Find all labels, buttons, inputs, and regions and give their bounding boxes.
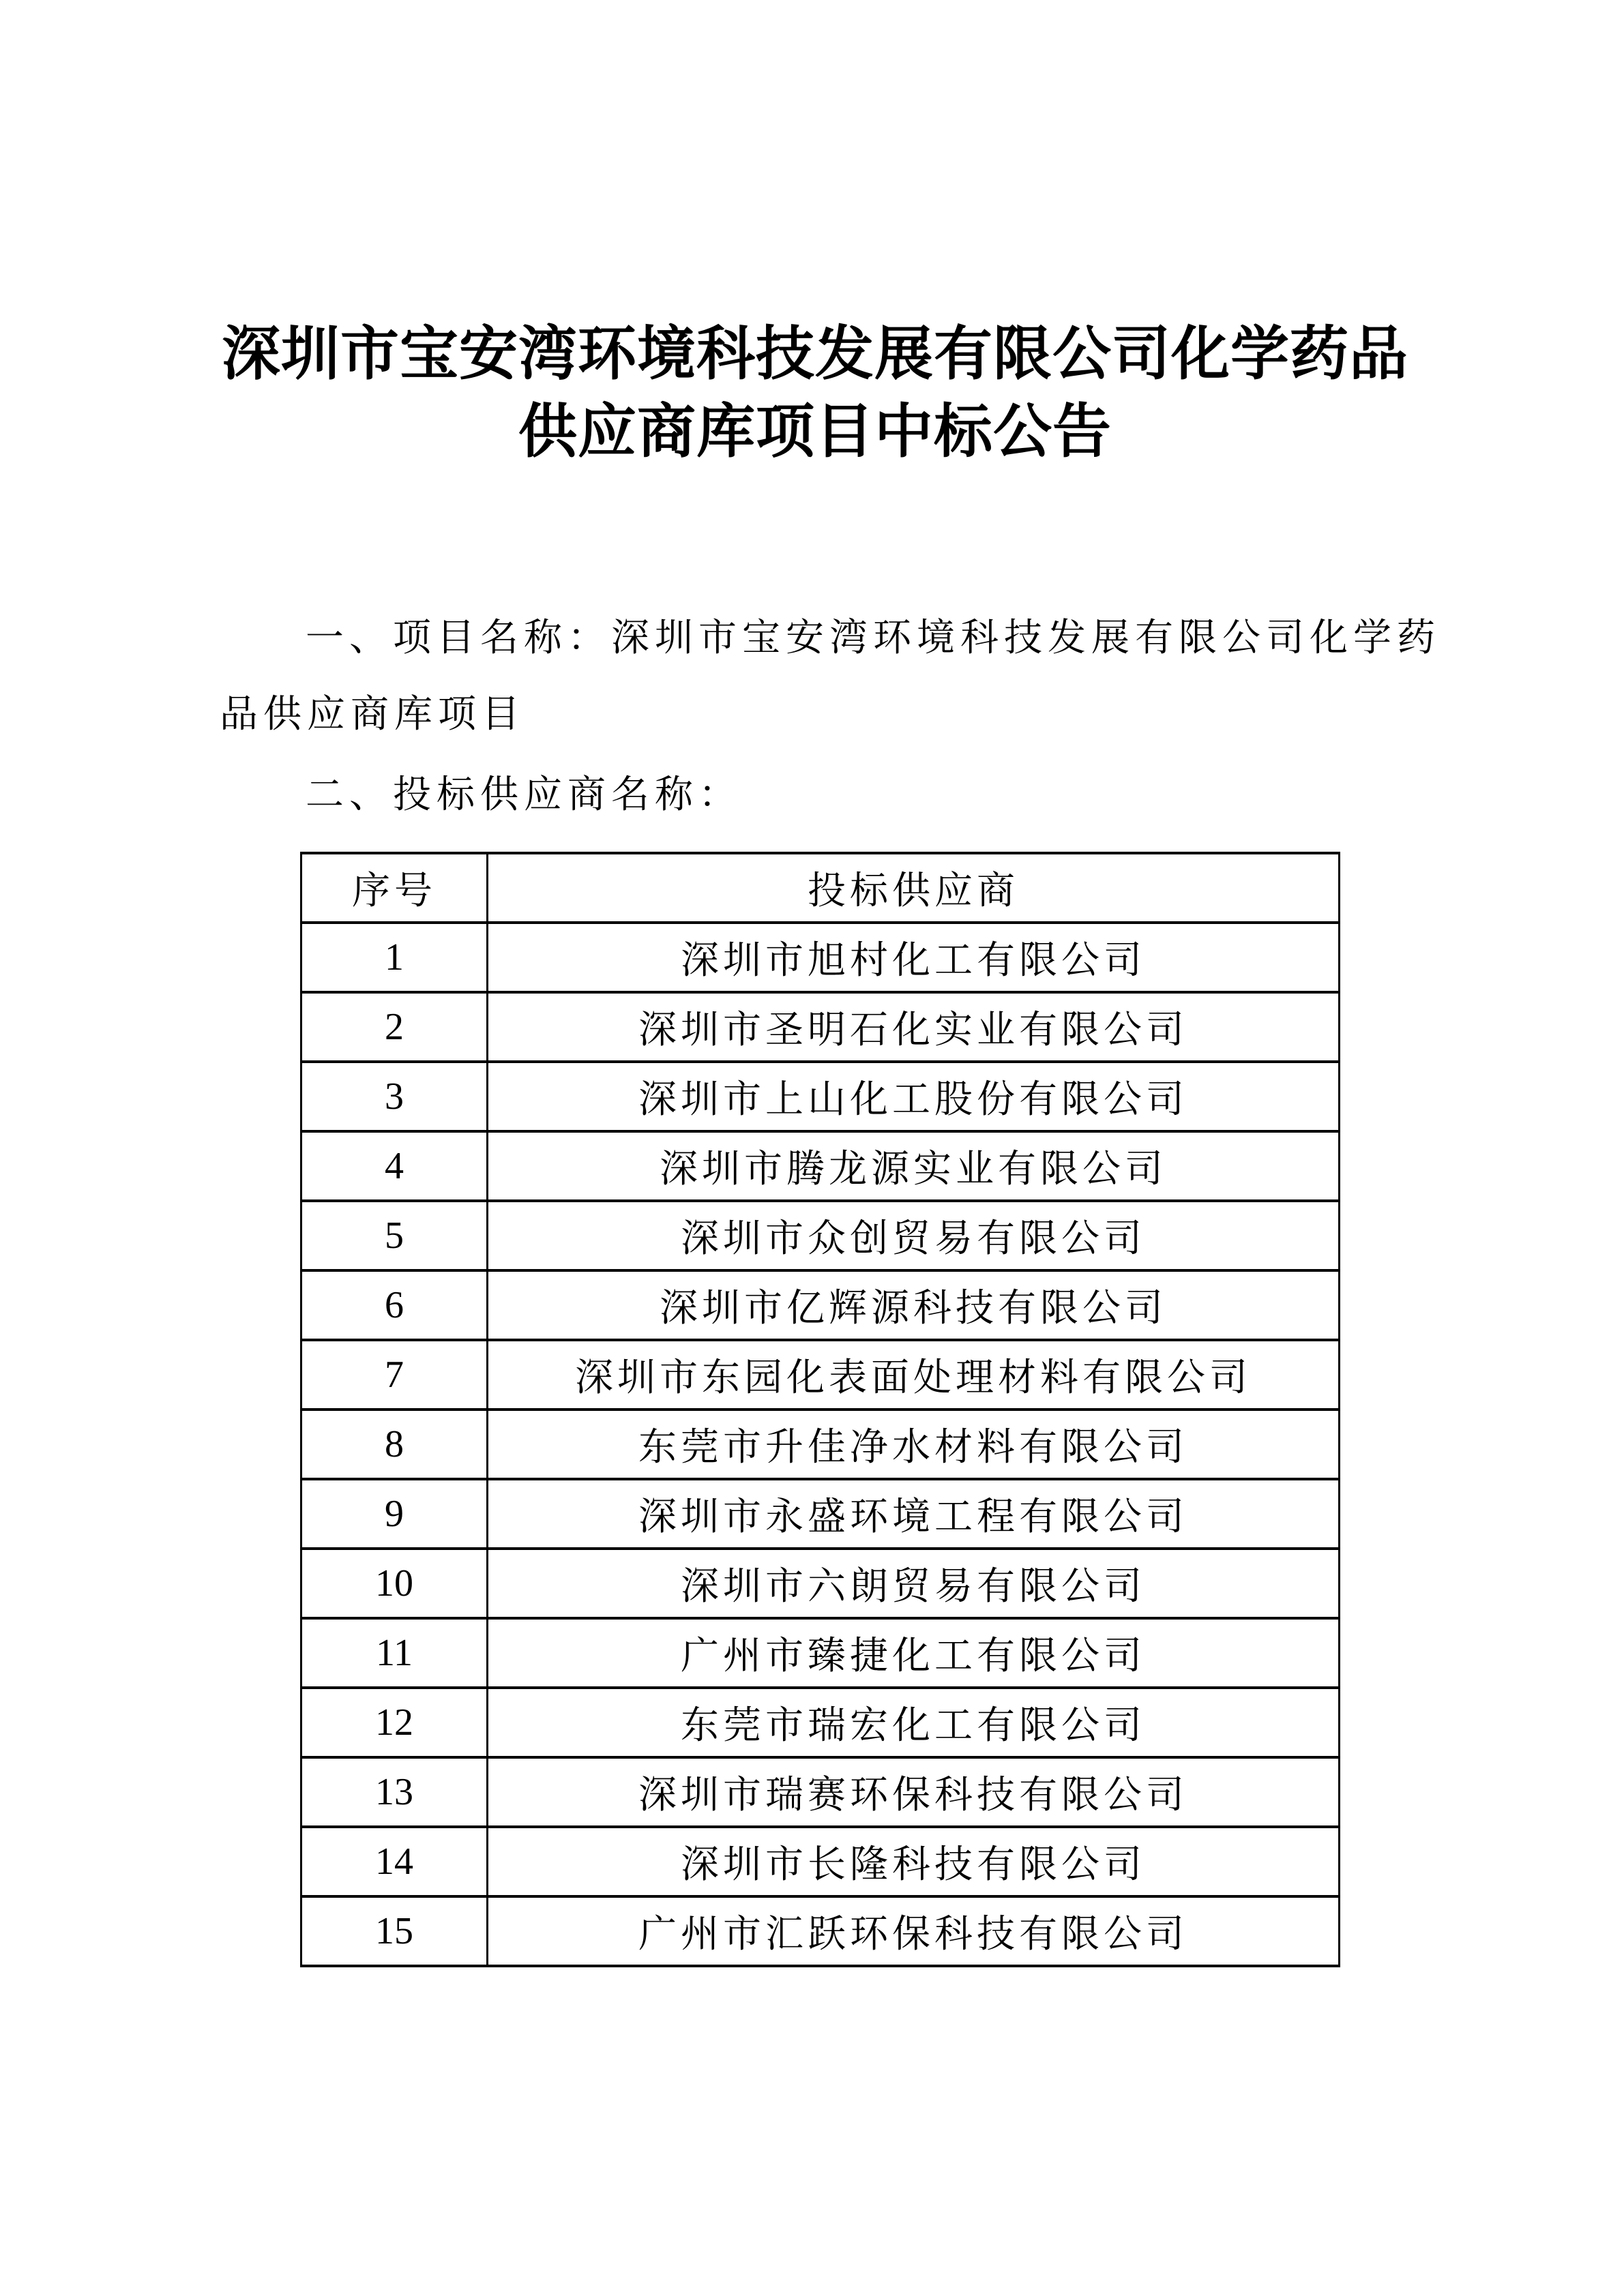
supplier-name: 深圳市瑞赛环保科技有限公司 (488, 1757, 1340, 1827)
table-row (301, 1757, 1340, 1827)
supplier-name: 深圳市六朗贸易有限公司 (488, 1549, 1340, 1618)
row-number: 1 (301, 923, 488, 992)
table-row (301, 1131, 1340, 1201)
row-number: 14 (301, 1827, 488, 1896)
table-row (301, 1688, 1340, 1757)
table-header-row (301, 853, 1340, 923)
supplier-name: 深圳市长隆科技有限公司 (488, 1827, 1340, 1896)
header-supplier: 投标供应商 (488, 853, 1340, 923)
row-number: 2 (301, 992, 488, 1062)
row-number: 15 (301, 1896, 488, 1966)
title-line-1: 深圳市宝安湾环境科技发展有限公司化学药品 (222, 319, 1408, 388)
table-row (301, 1479, 1340, 1549)
row-number: 10 (301, 1549, 488, 1618)
header-serial-number: 序号 (301, 853, 488, 923)
supplier-name: 深圳市众创贸易有限公司 (488, 1201, 1340, 1270)
table-row (301, 1549, 1340, 1618)
table-row (301, 1270, 1340, 1340)
row-number: 9 (301, 1479, 488, 1549)
row-number: 5 (301, 1201, 488, 1270)
supplier-name: 深圳市旭村化工有限公司 (488, 923, 1340, 992)
row-number: 8 (301, 1410, 488, 1479)
bidders-heading-label: 二、投标供应商名称： (306, 773, 742, 817)
table-row (301, 1827, 1340, 1896)
supplier-name: 深圳市圣明石化实业有限公司 (488, 992, 1340, 1062)
row-number: 4 (301, 1131, 488, 1201)
supplier-name: 深圳市亿辉源科技有限公司 (488, 1270, 1340, 1340)
table-row (301, 1201, 1340, 1270)
table-row (301, 1896, 1340, 1966)
row-number: 7 (301, 1340, 488, 1410)
supplier-name: 东莞市瑞宏化工有限公司 (488, 1688, 1340, 1757)
table-row (301, 992, 1340, 1062)
title-line-2: 供应商库项目中标公告 (518, 397, 1112, 466)
table-row (301, 1618, 1340, 1688)
row-number: 11 (301, 1618, 488, 1688)
supplier-name: 深圳市永盛环境工程有限公司 (488, 1479, 1340, 1549)
supplier-name: 东莞市升佳净水材料有限公司 (488, 1410, 1340, 1479)
table-row (301, 1340, 1340, 1410)
table-row (301, 1410, 1340, 1479)
bidders-heading (220, 757, 1441, 833)
table-row (301, 923, 1340, 992)
supplier-name: 广州市臻捷化工有限公司 (488, 1618, 1340, 1688)
project-name-label: 一、项目名称： (306, 616, 611, 660)
supplier-name: 深圳市东园化表面处理材料有限公司 (488, 1340, 1340, 1410)
row-number: 13 (301, 1757, 488, 1827)
document-title (205, 315, 1426, 471)
supplier-name: 广州市汇跃环保科技有限公司 (488, 1896, 1340, 1966)
row-number: 12 (301, 1688, 488, 1757)
row-number: 3 (301, 1062, 488, 1131)
project-name-value: 深圳市宝安湾环境科技发展有限公司化学药品供应商库项目 (220, 616, 1441, 736)
suppliers-table (300, 852, 1340, 1967)
supplier-name: 深圳市腾龙源实业有限公司 (488, 1131, 1340, 1201)
row-number: 6 (301, 1270, 488, 1340)
supplier-name: 深圳市上山化工股份有限公司 (488, 1062, 1340, 1131)
project-name-paragraph (220, 600, 1441, 753)
table-row (301, 1062, 1340, 1131)
